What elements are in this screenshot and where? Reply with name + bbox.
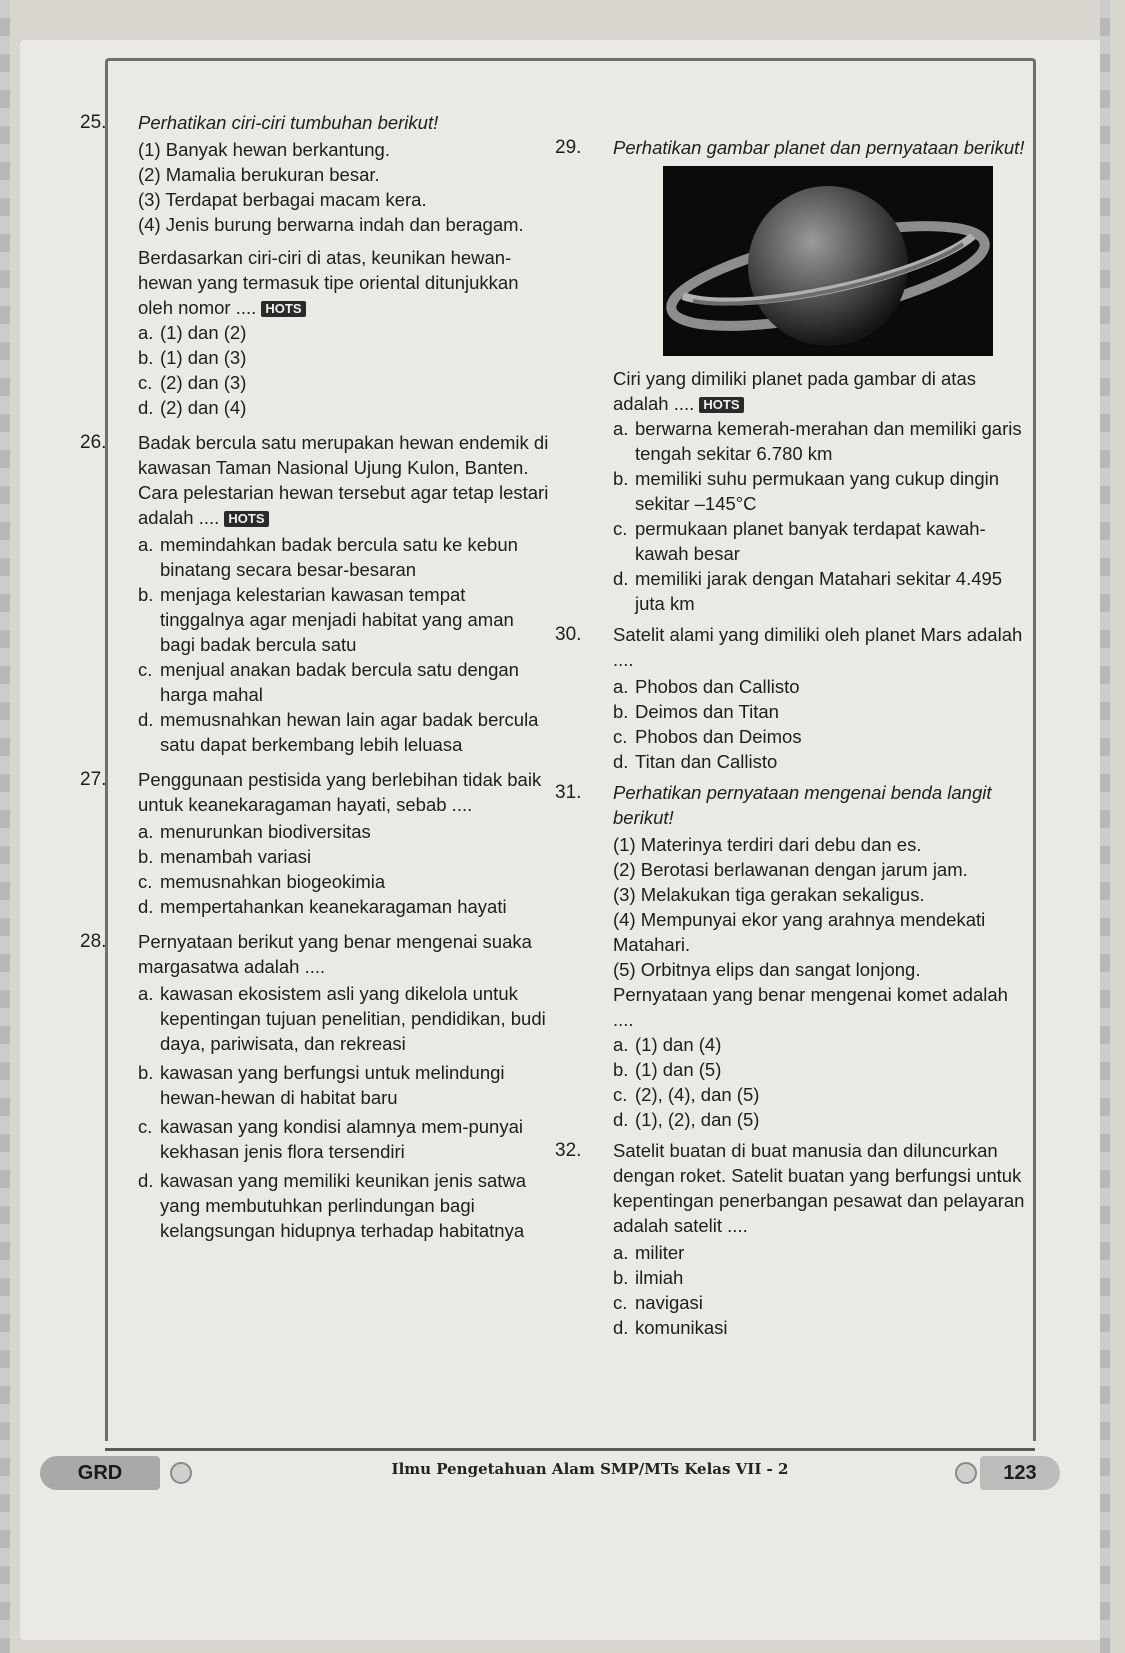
option-b[interactable]: b. (1) dan (3)	[138, 347, 247, 368]
question-stem: Perhatikan gambar planet dan pernyataan berikut!	[613, 137, 1025, 158]
option-a[interactable]: a. Phobos dan Callisto	[613, 676, 800, 697]
question-27	[80, 767, 550, 919]
hots-badge: HOTS	[261, 301, 305, 317]
question-stem: Satelit buatan di buat manusia dan diluncurkan dengan roket. Satelit buatan yang berfungsi untuk kepentingan penerbangan pesawat dan pelayaran adalah satelit ....	[613, 1140, 1025, 1236]
option-a[interactable]: a. memindahkan badak bercula satu ke kebun binatang secara besar-besaran	[138, 534, 518, 580]
page-footer	[20, 1438, 1105, 1558]
hots-badge: HOTS	[224, 511, 268, 527]
statement-item: (1) Banyak hewan berkantung.	[138, 139, 390, 160]
question-32	[555, 1138, 1025, 1340]
statement-item: (5) Orbitnya elips dan sangat lonjong.	[613, 959, 921, 980]
option-a[interactable]: a. (1) dan (4)	[613, 1034, 722, 1055]
option-b[interactable]: b. memiliki suhu permukaan yang cukup dingin sekitar –145°C	[613, 468, 1000, 514]
question-31	[555, 780, 1025, 1132]
question-stem: Perhatikan ciri-ciri tumbuhan berikut!	[138, 112, 439, 133]
option-d[interactable]: d. memiliki jarak dengan Matahari sekitar 4.495 juta km	[613, 568, 1003, 614]
statement-list	[138, 137, 550, 237]
question-26	[80, 430, 550, 757]
option-c[interactable]: c. permukaan planet banyak terdapat kawah-kawah besar	[613, 518, 986, 564]
right-column	[555, 135, 1025, 1342]
option-b[interactable]: b. Deimos dan Titan	[613, 701, 779, 722]
option-b[interactable]: b. menjaga kelestarian kawasan tempat tinggalnya agar menjadi habitat yang aman bagi badak bercula satu	[138, 584, 514, 655]
option-d[interactable]: d. komunikasi	[613, 1317, 728, 1338]
question-stem: Satelit alami yang dimiliki oleh planet Mars adalah ....	[613, 624, 1023, 670]
option-a[interactable]: a. berwarna kemerah-merahan dan memiliki garis tengah sekitar 6.780 km	[613, 418, 1022, 464]
option-c[interactable]: c. Phobos dan Deimos	[613, 726, 802, 747]
question-29	[555, 135, 1025, 616]
question-number: 29.	[555, 137, 582, 158]
question-text: Pernyataan yang benar mengenai komet adalah ....	[613, 984, 1008, 1030]
left-column	[80, 110, 550, 1245]
statement-item: (3) Terdapat berbagai macam kera.	[138, 189, 427, 210]
question-number: 32.	[555, 1140, 582, 1161]
question-text: Badak bercula satu merupakan hewan endemik di kawasan Taman Nasional Ujung Kulon, Banten. Cara pelestarian hewan tersebut agar tetap lestari adalah .... HOTS	[138, 432, 549, 528]
option-d[interactable]: d. Titan dan Callisto	[613, 751, 778, 772]
answer-options	[613, 1240, 1025, 1340]
answer-options	[613, 416, 1025, 616]
statement-item: (2) Berotasi berlawanan dengan jarum jam.	[613, 859, 968, 880]
option-b[interactable]: b. ilmiah	[613, 1267, 684, 1288]
answer-options	[613, 674, 1025, 774]
saturn-planet-image	[663, 166, 993, 356]
option-c[interactable]: c. navigasi	[613, 1292, 703, 1313]
answer-options	[138, 532, 550, 757]
option-c[interactable]: c. (2) dan (3)	[138, 372, 247, 393]
book-title: Ilmu Pengetahuan Alam SMP/MTs Kelas VII - 2	[391, 1460, 789, 1478]
statement-list	[613, 832, 1025, 982]
option-d[interactable]: d. (1), (2), dan (5)	[613, 1109, 760, 1130]
option-d[interactable]: d. mempertahankan keanekaragaman hayati	[138, 896, 507, 917]
option-c[interactable]: c. (2), (4), dan (5)	[613, 1084, 760, 1105]
answer-options	[138, 981, 550, 1243]
page-number: 123	[980, 1456, 1060, 1490]
option-c[interactable]: c. kawasan yang kondisi alamnya mem-punyai kekhasan jenis flora tersendiri	[138, 1116, 523, 1162]
option-a[interactable]: a. militer	[613, 1242, 685, 1263]
question-text: Ciri yang dimiliki planet pada gambar di atas adalah .... HOTS	[613, 368, 976, 414]
saturn-illustration	[663, 166, 993, 356]
question-number: 31.	[555, 782, 582, 803]
footer-dot-icon	[170, 1462, 192, 1484]
question-stem: Pernyataan berikut yang benar mengenai suaka margasatwa adalah ....	[138, 931, 532, 977]
option-d[interactable]: d. memusnahkan hewan lain agar badak bercula satu dapat berkembang lebih leluasa	[138, 709, 539, 755]
question-number: 30.	[555, 624, 582, 645]
question-number: 25.	[80, 112, 107, 133]
option-a[interactable]: a. menurunkan biodiversitas	[138, 821, 371, 842]
question-28	[80, 929, 550, 1243]
option-a[interactable]: a. kawasan ekosistem asli yang dikelola untuk kepentingan tujuan penelitian, pendidikan, budi daya, pariwisata, dan rekreasi	[138, 983, 546, 1054]
binding-edge-left	[0, 0, 10, 1653]
question-25	[80, 110, 550, 420]
question-text: Berdasarkan ciri-ciri di atas, keunikan hewan-hewan yang termasuk tipe oriental ditunjukkan oleh nomor .... HOTS	[138, 247, 519, 318]
option-c[interactable]: c. memusnahkan biogeokimia	[138, 871, 386, 892]
option-a[interactable]: a. (1) dan (2)	[138, 322, 247, 343]
statement-item: (4) Mempunyai ekor yang arahnya mendekati Matahari.	[613, 909, 986, 955]
binding-edge-right	[1100, 0, 1110, 1653]
question-stem: Perhatikan pernyataan mengenai benda langit berikut!	[613, 782, 992, 828]
question-stem: Penggunaan pestisida yang berlebihan tidak baik untuk keanekaragaman hayati, sebab ....	[138, 769, 542, 815]
answer-options	[138, 320, 550, 420]
publisher-badge: GRD	[40, 1456, 160, 1490]
option-b[interactable]: b. menambah variasi	[138, 846, 312, 867]
statement-item: (4) Jenis burung berwarna indah dan beragam.	[138, 214, 524, 235]
statement-item: (3) Melakukan tiga gerakan sekaligus.	[613, 884, 925, 905]
option-d[interactable]: d. (2) dan (4)	[138, 397, 247, 418]
question-number: 27.	[80, 769, 107, 790]
question-number: 26.	[80, 432, 107, 453]
footer-rule	[105, 1448, 1035, 1451]
question-number: 28.	[80, 931, 107, 952]
footer-dot-icon	[955, 1462, 977, 1484]
statement-item: (1) Materinya terdiri dari debu dan es.	[613, 834, 922, 855]
option-d[interactable]: d. kawasan yang memiliki keunikan jenis satwa yang membutuhkan perlindungan bagi kelangsungan hidupnya terhadap habitatnya	[138, 1170, 527, 1241]
option-b[interactable]: b. kawasan yang berfungsi untuk melindungi hewan-hewan di habitat baru	[138, 1062, 505, 1108]
option-c[interactable]: c. menjual anakan badak bercula satu dengan harga mahal	[138, 659, 519, 705]
answer-options	[138, 819, 550, 919]
hots-badge: HOTS	[699, 397, 743, 413]
statement-item: (2) Mamalia berukuran besar.	[138, 164, 380, 185]
answer-options	[613, 1032, 1025, 1132]
option-b[interactable]: b. (1) dan (5)	[613, 1059, 722, 1080]
question-30	[555, 622, 1025, 774]
